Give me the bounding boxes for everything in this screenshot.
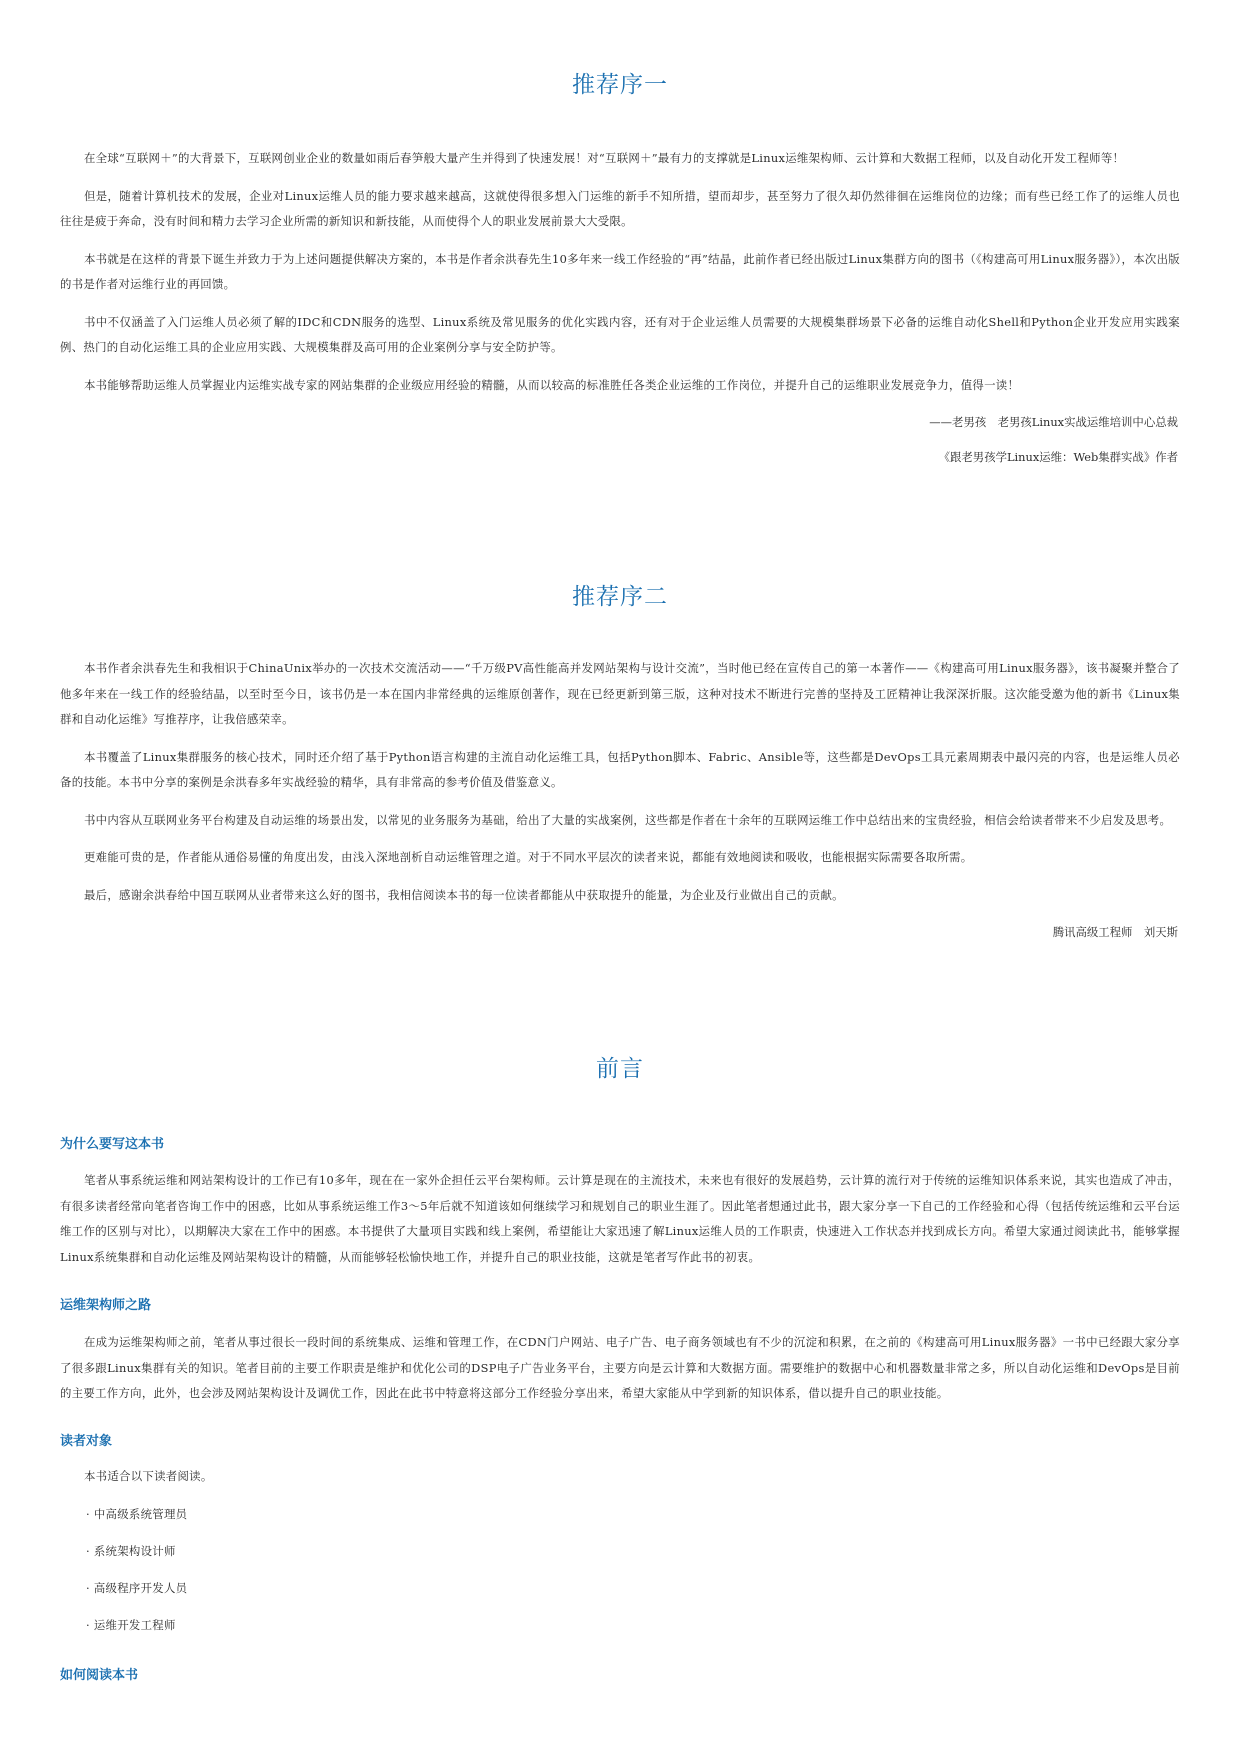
foreword1-signature: ——老男孩 老男孩Linux实战运维培训中心总裁 xyxy=(929,415,1178,429)
preface-title: 前言 xyxy=(596,1056,644,1082)
foreword2-paragraph: 书中内容从互联网业务平台构建及自动运维的场景出发，以常见的业务服务为基础，给出了大量的实战案例，这些都是作者在十余年的互联网运维工作中总结出来的宝贵经验，相信会给读者带来不少启发及思考。 xyxy=(83,812,1172,827)
how-to-read-heading: 如何阅读本书 xyxy=(60,1668,139,1683)
foreword1-paragraph: 本书能够帮助运维人员掌握业内运维实战专家的网站集群的企业级应用经验的精髓，从而以较高的标准胜任各类企业运维的工作岗位，并提升自己的运维职业发展竞争力，值得一读！ xyxy=(83,377,1020,392)
readers-body xyxy=(60,1464,1180,1650)
why-write-heading: 为什么要写这本书 xyxy=(60,1137,165,1152)
foreword2-signature: 腾讯高级工程师 刘天斯 xyxy=(1052,925,1178,939)
architect-road-heading: 运维架构师之路 xyxy=(60,1298,152,1313)
reader-list-item: · 运维开发工程师 xyxy=(86,1617,176,1632)
architect-road-paragraph: 在成为运维架构师之前，笔者从事过很长一段时间的系统集成、运维和管理工作，在CDN门户网站、电子广告、电子商务领域也有不少的沉淀和积累，在之前的《构建高可用Linux服务器》一书中已经跟大家分享了很多跟Linux集群有关的知识。笔者目前的主要工作职责是维护和优化公司的DSP电子广告业务平台，主要方向是云计算和大数据方面。需要维护的数据中心和机器数量非常之多，所以自动化运维和DevOps是目前的主要工作方向，此外，也会涉及网站架构设计及调优工作，因此在此书中特意将这部分工作经验分享出来，希望大家能从中学到新的知识体系，借以提升自己的职业技能。 xyxy=(60,1335,1180,1400)
foreword2-paragraph: 最后，感谢余洪春给中国互联网从业者带来这么好的图书，我相信阅读本书的每一位读者都能从中获取提升的能量，为企业及行业做出自己的贡献。 xyxy=(83,887,844,902)
foreword2-paragraph: 本书覆盖了Linux集群服务的核心技术，同时还介绍了基于Python语言构建的主流自动化运维工具，包括Python脚本、Fabric、Ansible等，这些都是DevOps工具元素周期表中最闪亮的内容，也是运维人员必备的技能。本书中分享的案例是余洪春多年实战经验的精华，具有非常高的参考价值及借鉴意义。 xyxy=(60,749,1180,789)
foreword1-body xyxy=(60,146,1180,480)
reader-list-item: · 高级程序开发人员 xyxy=(86,1580,188,1595)
foreword2-body xyxy=(60,656,1180,955)
reader-list-item: · 系统架构设计师 xyxy=(86,1543,176,1558)
architect-road-body xyxy=(60,1330,1180,1419)
why-write-body xyxy=(60,1168,1180,1282)
foreword2-paragraph: 更难能可贵的是，作者能从通俗易懂的角度出发，由浅入深地剖析自动运维管理之道。对于不同水平层次的读者来说，都能有效地阅读和吸收，也能根据实际需要各取所需。 xyxy=(83,850,973,864)
foreword2-paragraph: 本书作者余洪春先生和我相识于ChinaUnix举办的一次技术交流活动——“千万级PV高性能高并发网站架构与设计交流”，当时他已经在宣传自己的第一本著作——《构建高可用Linux服务器》，该书凝聚并整合了他多年来在一线工作的经验结晶，以至时至今日，该书仍是一本在国内非常经典的运维原创著作，现在已经更新到第三版，这种对技术不断进行完善的坚持及工匠精神让我深深折服。这次能受邀为他的新书《Linux集群和自动化运维》写推荐序，让我倍感荣幸。 xyxy=(60,661,1180,726)
foreword2-title: 推荐序二 xyxy=(572,584,668,610)
readers-intro: 本书适合以下读者阅读。 xyxy=(83,1469,213,1483)
foreword1-signature-book: 《跟老男孩学Linux运维：Web集群实战》作者 xyxy=(938,450,1178,464)
readers-heading: 读者对象 xyxy=(60,1434,113,1449)
foreword1-title: 推荐序一 xyxy=(572,72,668,98)
why-write-paragraph: 笔者从事系统运维和网站架构设计的工作已有10多年，现在在一家外企担任云平台架构师。云计算是现在的主流技术，未来也有很好的发展趋势，云计算的流行对于传统的运维知识体系来说，其实也造成了冲击，有很多读者经常向笔者咨询工作中的困惑，比如从事系统运维工作3～5年后就不知道该如何继续学习和规划自己的职业生涯了。因此笔者想通过此书，跟大家分享一下自己的工作经验和心得（包括传统运维和云平台运维工作的区别与对比），以期解决大家在工作中的困惑。本书提供了大量项目实践和线上案例，希望能让大家迅速了解Linux运维人员的工作职责，快速进入工作状态并找到成长方向。希望大家通过阅读此书，能够掌握Linux系统集群和自动化运维及网站架构设计的精髓，从而能够轻松愉快地工作，并提升自己的职业技能，这就是笔者写作此书的初衷。 xyxy=(60,1173,1180,1264)
foreword1-paragraph: 本书就是在这样的背景下诞生并致力于为上述问题提供解决方案的，本书是作者余洪春先生10多年来一线工作经验的“再”结晶，此前作者已经出版过Linux集群方向的图书（《构建高可用Linux服务器》），本次出版的书是作者对运维行业的再回馈。 xyxy=(60,251,1180,291)
reader-list-item: · 中高级系统管理员 xyxy=(86,1506,188,1521)
foreword1-paragraph: 但是，随着计算机技术的发展，企业对Linux运维人员的能力要求越来越高，这就使得很多想入门运维的新手不知所措，望而却步，甚至努力了很久却仍然徘徊在运维岗位的边缘；而有些已经工作了的运维人员也往往是疲于奔命，没有时间和精力去学习企业所需的新知识和新技能，从而使得个人的职业发展前景大大受限。 xyxy=(60,188,1180,228)
foreword1-paragraph: 书中不仅涵盖了入门运维人员必须了解的IDC和CDN服务的选型、Linux系统及常见服务的优化实践内容，还有对于企业运维人员需要的大规模集群场景下必备的运维自动化Shell和Python企业开发应用实践案例、热门的自动化运维工具的企业应用实践、大规模集群及高可用的企业案例分享与安全防护等。 xyxy=(60,314,1180,354)
foreword1-paragraph: 在全球“互联网＋”的大背景下，互联网创业企业的数量如雨后春笋般大量产生并得到了快速发展！对“互联网＋”最有力的支撑就是Linux运维架构师、云计算和大数据工程师，以及自动化开发工程师等！ xyxy=(83,151,1125,165)
